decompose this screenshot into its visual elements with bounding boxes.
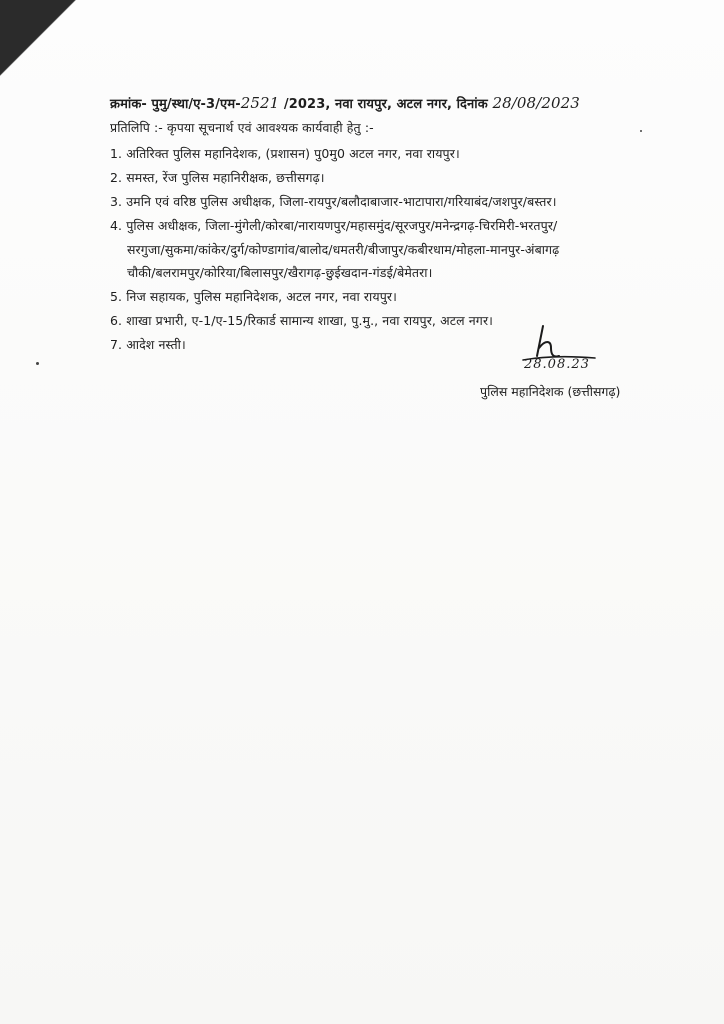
recipient-item-7: 7. आदेश नस्ती। [110, 337, 186, 352]
signatory-designation: पुलिस महानिदेशक (छत्तीसगढ़) [480, 384, 621, 399]
order-number: 2521 [240, 94, 280, 112]
recipient-item-4: 4. पुलिस अधीक्षक, जिला-मुंगेली/कोरबा/नारायणपुर/महासमुंद/सूरजपुर/मनेन्द्रगढ़-चिरमिरी-भरतपुर/ [110, 218, 558, 233]
scan-speck [640, 130, 642, 132]
scan-speck [36, 362, 39, 365]
recipient-item-3: 3. उमनि एवं वरिष्ठ पुलिस अधीक्षक, जिला-रायपुर/बलौदाबाजार-भाटापारा/गरियाबंद/जशपुर/बस्तर। [110, 194, 557, 209]
order-reference-line [110, 94, 580, 112]
recipient-item-4-cont-1: सरगुजा/सुकमा/कांकेर/दुर्ग/कोण्डागांव/बालोद/धमतरी/बीजापुर/कबीरधाम/मोहला-मानपुर-अंबागढ़ [127, 242, 560, 257]
scan-corner-shadow [0, 0, 78, 78]
signature-date: 28.08.23 [524, 357, 590, 372]
copy-to-line: प्रतिलिपि :- कृपया सूचनार्थ एवं आवश्यक कार्यवाही हेतु :- [110, 120, 374, 135]
order-suffix: /2023, नवा रायपुर, अटल नगर, दिनांक [283, 97, 488, 112]
recipient-item-2: 2. समस्त, रेंज पुलिस महानिरीक्षक, छत्तीसगढ़। [110, 170, 325, 185]
recipient-item-4-cont-2: चौकी/बलरामपुर/कोरिया/बिलासपुर/खैरागढ़-छुईखदान-गंडई/बेमेतरा। [127, 265, 433, 280]
recipient-item-5: 5. निज सहायक, पुलिस महानिदेशक, अटल नगर, नवा रायपुर। [110, 289, 397, 304]
recipient-item-1: 1. अतिरिक्त पुलिस महानिदेशक, (प्रशासन) पु0मु0 अटल नगर, नवा रायपुर। [110, 146, 460, 161]
order-prefix: क्रमांक- पुमु/स्था/ए-3/एम- [110, 97, 241, 112]
order-date: 28/08/2023 [492, 94, 580, 112]
recipient-item-6: 6. शाखा प्रभारी, ए-1/ए-15/रिकार्ड सामान्य शाखा, पु.मु., नवा रायपुर, अटल नगर। [110, 313, 493, 328]
